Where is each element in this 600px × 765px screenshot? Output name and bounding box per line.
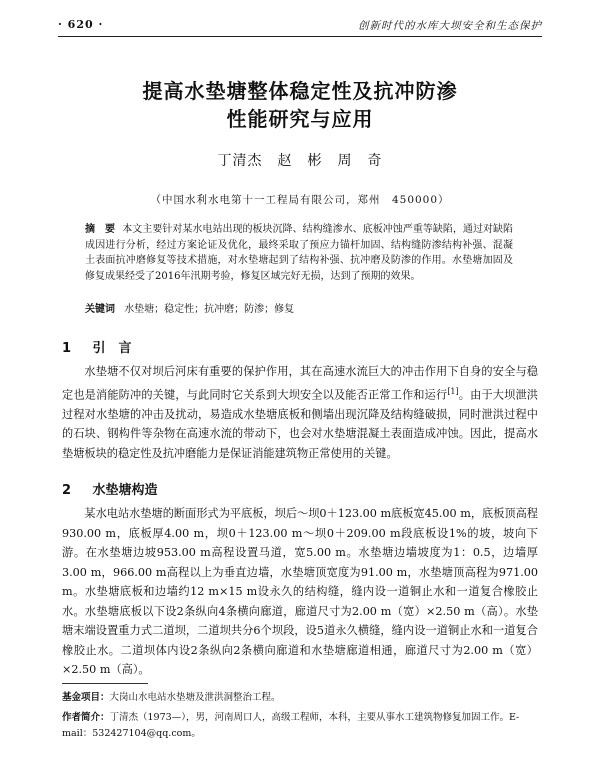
header-rule — [58, 36, 542, 37]
paper-title-line-1: 提高水垫塘整体稳定性及抗冲防渗 — [142, 79, 458, 103]
running-header — [58, 16, 542, 38]
abstract-label: 摘 要 — [85, 224, 116, 235]
section-title: 水垫塘构造 — [92, 483, 158, 498]
author-bio-text: 丁清杰（1973—），男，河南周口人，高级工程师，本科，主要从事水工建筑物修复加固工作。E-mail：532427104@qq.com。 — [62, 712, 520, 739]
keywords-text: 水垫塘；稳定性；抗冲磨；防渗；修复 — [124, 304, 295, 315]
abstract-text: 本文主要针对某水电站出现的板块沉降、结构缝渗水、底板冲蚀严重等缺陷，通过对缺陷成因进行分析，经过方案论证及优化，最终采取了预应力锚杆加固、结构缝防渗结构补强、混凝土表面抗冲磨修复等技术措施，对水垫塘起到了结构补强、抗冲磨及防渗的作用。水垫塘加固及修复成果经受了2016年汛期考验，修复区域完好无损，达到了预期的效果。 — [85, 224, 514, 283]
section-heading-structure — [62, 479, 158, 498]
footnote-rule — [62, 683, 148, 684]
journal-title: 创新时代的水库大坝安全和生态保护 — [358, 20, 542, 32]
authors: 丁清杰 赵 彬 周 奇 — [217, 153, 383, 169]
section-number: 1 — [62, 341, 72, 356]
section-number: 2 — [62, 483, 72, 498]
footnote-author — [62, 710, 538, 742]
paper-title-line-2: 性能研究与应用 — [226, 107, 374, 131]
abstract — [85, 222, 513, 285]
fund-label: 基金项目： — [62, 692, 110, 703]
intro-text-part-2: 。由于大坝泄洪过程对水垫塘的冲击及扰动，易造成水垫塘底板和侧墙出现沉降及结构缝破损，同时泄洪过程中的石块、钢构件等杂物在高速水流的带动下，也会对水垫塘混凝土表面造成冲蚀。因此，提高水垫塘板块的稳定性及抗冲磨能力是保证消能建筑物正常使用的关键。 — [62, 388, 538, 460]
section-heading-introduction — [62, 337, 132, 356]
section-title: 引 言 — [92, 341, 132, 356]
keywords — [85, 300, 513, 315]
intro-text-part-1: 水垫塘不仅对坝后河床有重要的保护作用，其在高速水流巨大的冲击作用下自身的安全与稳定也是消能防冲的关键，与此同时它关系到大坝安全以及能否正常工作和运行 — [62, 365, 538, 402]
author-bio-label: 作者简介： — [62, 712, 110, 723]
structure-paragraph: 某水电站水垫塘的断面形式为平底板，坝后～坝0＋123.00 m底板宽45.00 m，底板顶高程930.00 m，底板厚4.00 m，坝0＋123.00 m～坝0＋209.00 m段底板设1%的坡，坡向下游。在水垫塘边坡953.00 m高程设置马道，宽5.00 m。水垫塘边墙坡度为1：0.5，边墙厚3.00 m，966.00 m高程以上为垂直边墙，水垫塘顶宽度为91.00 m，水垫塘顶高程为971.00 m。水垫塘底板和边墙约12 m×15 m设永久的结构缝，缝内设一道铜止水和一道复合橡胶止水。水垫塘底板以下设2条纵向4条横向廊道，廊道尺寸为2.00 m（宽）×2.50 m（高）。水垫塘末端设置重力式二道坝，二道坝共分6个坝段，设5道永久横缝，缝内设一道铜止水和一道复合橡胶止水。二道坝体内设2条纵向2条横向廊道和水垫塘廊道相通，廊道尺寸为2.00 m（宽）×2.50 m（高）。 — [62, 507, 538, 676]
introduction-paragraph — [62, 362, 538, 463]
citation-ref: [1] — [447, 386, 459, 396]
footnote-fund — [62, 690, 538, 706]
affiliation: （中国水利水电第十一工程局有限公司，郑州 450000） — [150, 194, 450, 206]
page-number: · 620 · — [58, 18, 104, 31]
fund-text: 大岗山水电站水垫塘及泄洪洞整治工程。 — [109, 692, 281, 703]
keywords-label: 关键词 — [85, 304, 115, 315]
